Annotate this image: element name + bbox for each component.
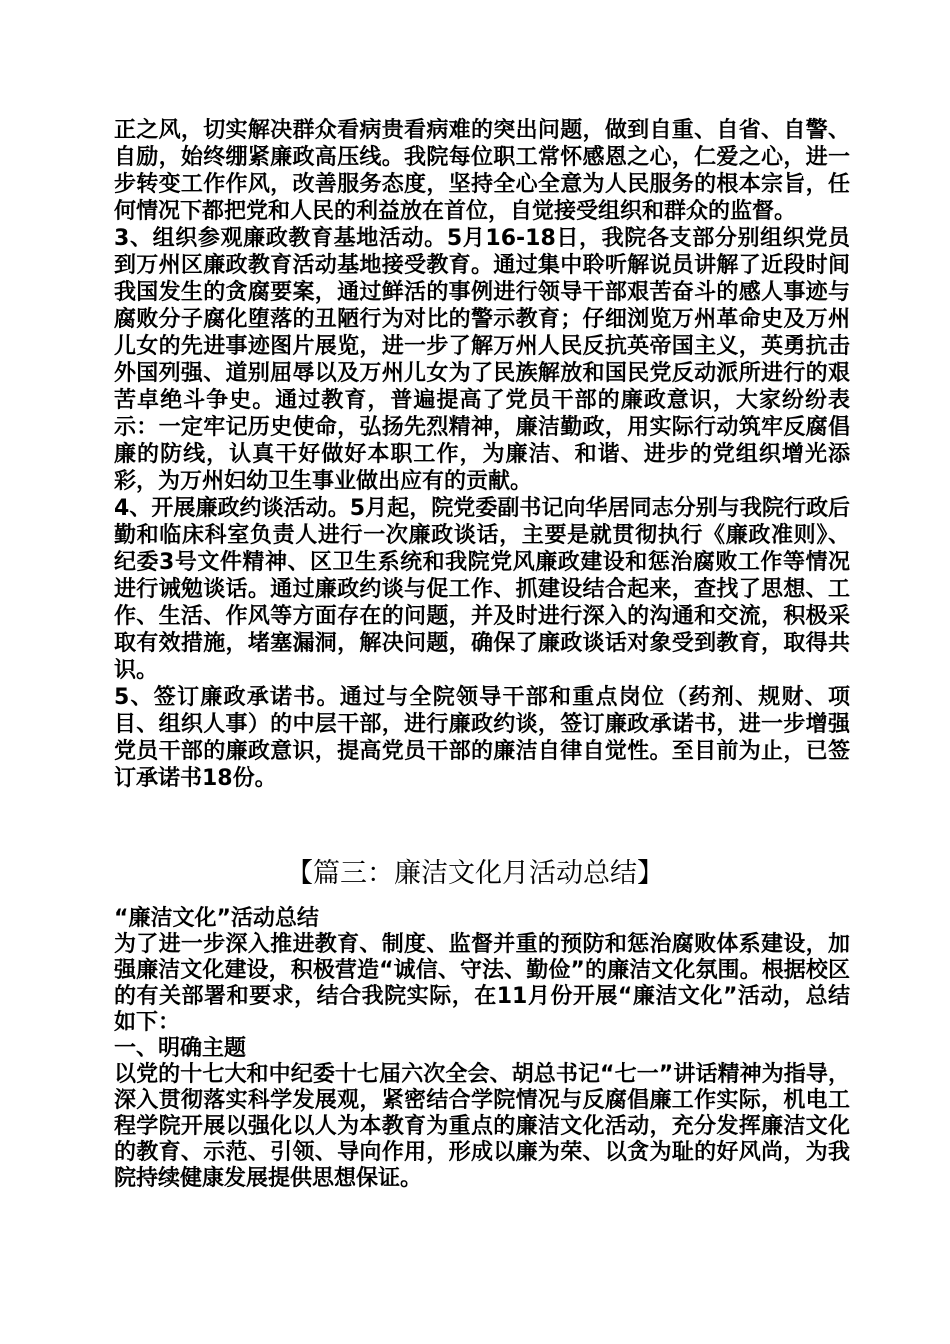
body-text-upper [114, 117, 850, 792]
subsection-title: “廉洁文化”活动总结 [114, 906, 319, 931]
paragraph-item-5-commitment-letters: 5、签订廉政承诺书。通过与全院领导干部和重点岗位（药剂、规财、项目、组织人事）的中层干部，进行廉政约谈，签订廉政承诺书，进一步增强党员干部的廉政意识，提高党员干部的廉洁自律自觉性。至目前为止，已签订承诺书18份。 [114, 685, 850, 791]
paragraph-intro: 为了进一步深入推进教育、制度、监督并重的预防和惩治腐败体系建设，加强廉洁文化建设，积极营造“诚信、守法、勤俭”的廉洁文化氛围。根据校区的有关部署和要求，结合我院实际，在11月份开展“廉洁文化”活动，总结如下： [114, 932, 850, 1035]
section-heading: 【篇三：廉洁文化月活动总结】 [286, 858, 664, 889]
body-text-lower [114, 906, 850, 1192]
subheading-define-theme: 一、明确主题 [114, 1036, 247, 1061]
paragraph-theme: 以党的十七大和中纪委十七届六次全会、胡总书记“七一”讲话精神为指导，深入贯彻落实科学发展观，紧密结合学院情况与反腐倡廉工作实际，机电工程学院开展以强化以人为本教育为重点的廉洁文化活动，充分发挥廉洁文化的教育、示范、引领、导向作用，形成以廉为荣、以贪为耻的好风尚，为我院持续健康发展提供思想保证。 [114, 1062, 850, 1191]
paragraph-item-3-education-base: 3、组织参观廉政教育基地活动。5月16-18日，我院各支部分别组织党员到万州区廉政教育活动基地接受教育。通过集中聆听解说员讲解了近段时间我国发生的贪腐要案，通过鲜活的事例进行领导干部艰苦奋斗的感人事迹与腐败分子腐化堕落的丑陋行为对比的警示教育；仔细浏览万州革命史及万州儿女的先进事迹图片展览，进一步了解万州人民反抗英帝国主义，英勇抗击外国列强、道别屈辱以及万州儿女为了民族解放和国民党反动派所进行的艰苦卓绝斗争史。通过教育，普遍提高了党员干部的廉政意识，大家纷纷表示：一定牢记历史使命，弘扬先烈精神，廉洁勤政，用实际行动筑牢反腐倡廉的防线，认真干好做好本职工作，为廉洁、和谐、进步的党组织增光添彩，为万州妇幼卫生事业做出应有的贡献。 [114, 226, 850, 494]
paragraph-item-4-integrity-talks: 4、开展廉政约谈活动。5月起，院党委副书记向华居同志分别与我院行政后勤和临床科室负责人进行一次廉政谈话，主要是就贯彻执行《廉政准则》、纪委3号文件精神、区卫生系统和我院党风廉政建设和惩治腐败工作等情况进行诫勉谈话。通过廉政约谈与促工作、抓建设结合起来，查找了思想、工作、生活、作风等方面存在的问题，并及时进行深入的沟通和交流，积极采取有效措施，堵塞漏洞，解决问题，确保了廉政谈话对象受到教育，取得共识。 [114, 496, 850, 683]
paragraph-integrity-conduct: 正之风，切实解决群众看病贵看病难的突出问题，做到自重、自省、自警、自励，始终绷紧廉政高压线。我院每位职工常怀感恩之心，仁爱之心，进一步转变工作作风，改善服务态度，坚持全心全意为人民服务的根本宗旨，任何情况下都把党和人民的利益放在首位，自觉接受组织和群众的监督。 [114, 118, 850, 224]
